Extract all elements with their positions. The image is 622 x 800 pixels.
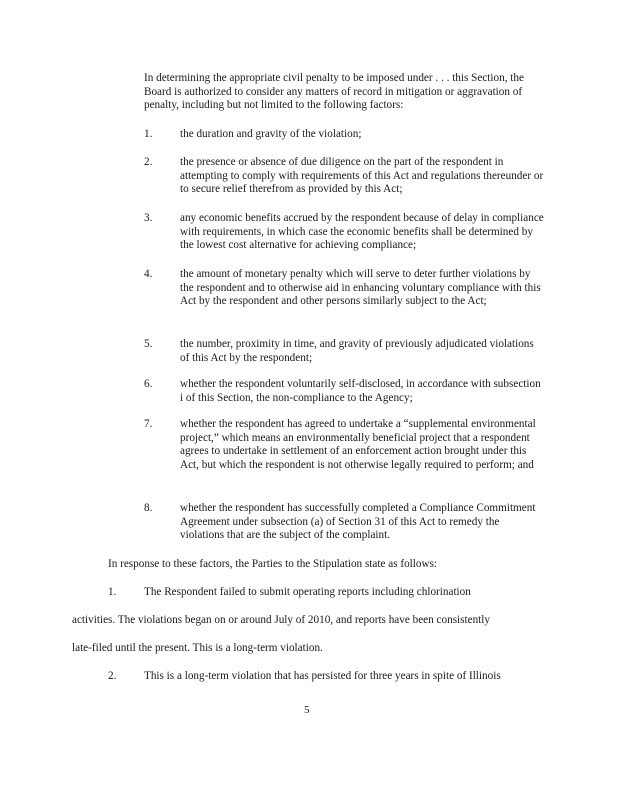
response-number: 2. — [108, 670, 117, 682]
statute-quote-block — [144, 72, 544, 542]
response-intro: In response to these factors, the Parties to the Stipulation state as follows: — [108, 558, 438, 570]
response-line: The Respondent failed to submit operating reports including chlorination — [144, 586, 471, 598]
factor-number: 1. — [144, 128, 153, 140]
statute-intro: In determining the appropriate civil penalty to be imposed under . . . this Section, the Board is authorized to consider any matters of record in mitigation or aggravation of penalty, including but not limited to the following factors: — [144, 72, 524, 112]
factor-text: whether the respondent has agreed to undertake a “supplemental environmental project,” which means an environmentally beneficial project that a respondent agrees to undertake in settlement of an enforcement action brought under this Act, but which the respondent is not otherwise legally required to perform; and — [180, 418, 536, 471]
factor-number: 2. — [144, 156, 153, 168]
factor-text: whether the respondent voluntarily self-disclosed, in accordance with subsection i of this Section, the non-compliance to the Agency; — [180, 378, 541, 404]
factor-text: the presence or absence of due diligence on the part of the respondent in attempting to comply with requirements of this Act and regulations thereunder or to secure relief therefrom as provided by this Act; — [180, 156, 544, 196]
factor-text: the number, proximity in time, and gravity of previously adjudicated violations of this Act by the respondent; — [180, 338, 534, 364]
factor-text: any economic benefits accrued by the respondent because of delay in compliance with requirements, in which case the economic benefits shall be determined by the lowest cost alternative for achieving compliance; — [180, 212, 544, 252]
factor-text: the duration and gravity of the violation; — [180, 128, 362, 140]
factor-number: 7. — [144, 418, 153, 430]
factor-number: 8. — [144, 502, 153, 514]
response-line: This is a long-term violation that has persisted for three years in spite of Illinois — [144, 670, 501, 682]
factor-number: 5. — [144, 338, 153, 350]
response-number: 1. — [108, 586, 117, 598]
factor-number: 3. — [144, 212, 153, 224]
factor-number: 6. — [144, 378, 153, 390]
response-line: late-filed until the present. This is a long-term violation. — [72, 642, 323, 654]
response-line: activities. The violations began on or around July of 2010, and reports have been consistently — [72, 614, 490, 626]
factor-text: whether the respondent has successfully completed a Compliance Commitment Agreement under subsection (a) of Section 31 of this Act to remedy the violations that are the subject of the complaint. — [180, 502, 536, 542]
factor-text: the amount of monetary penalty which will serve to deter further violations by the respondent and to otherwise aid in enhancing voluntary compliance with this Act by the respondent and other persons similarly subject to the Act; — [180, 268, 541, 308]
page-number: 5 — [304, 704, 310, 716]
factor-number: 4. — [144, 268, 153, 280]
